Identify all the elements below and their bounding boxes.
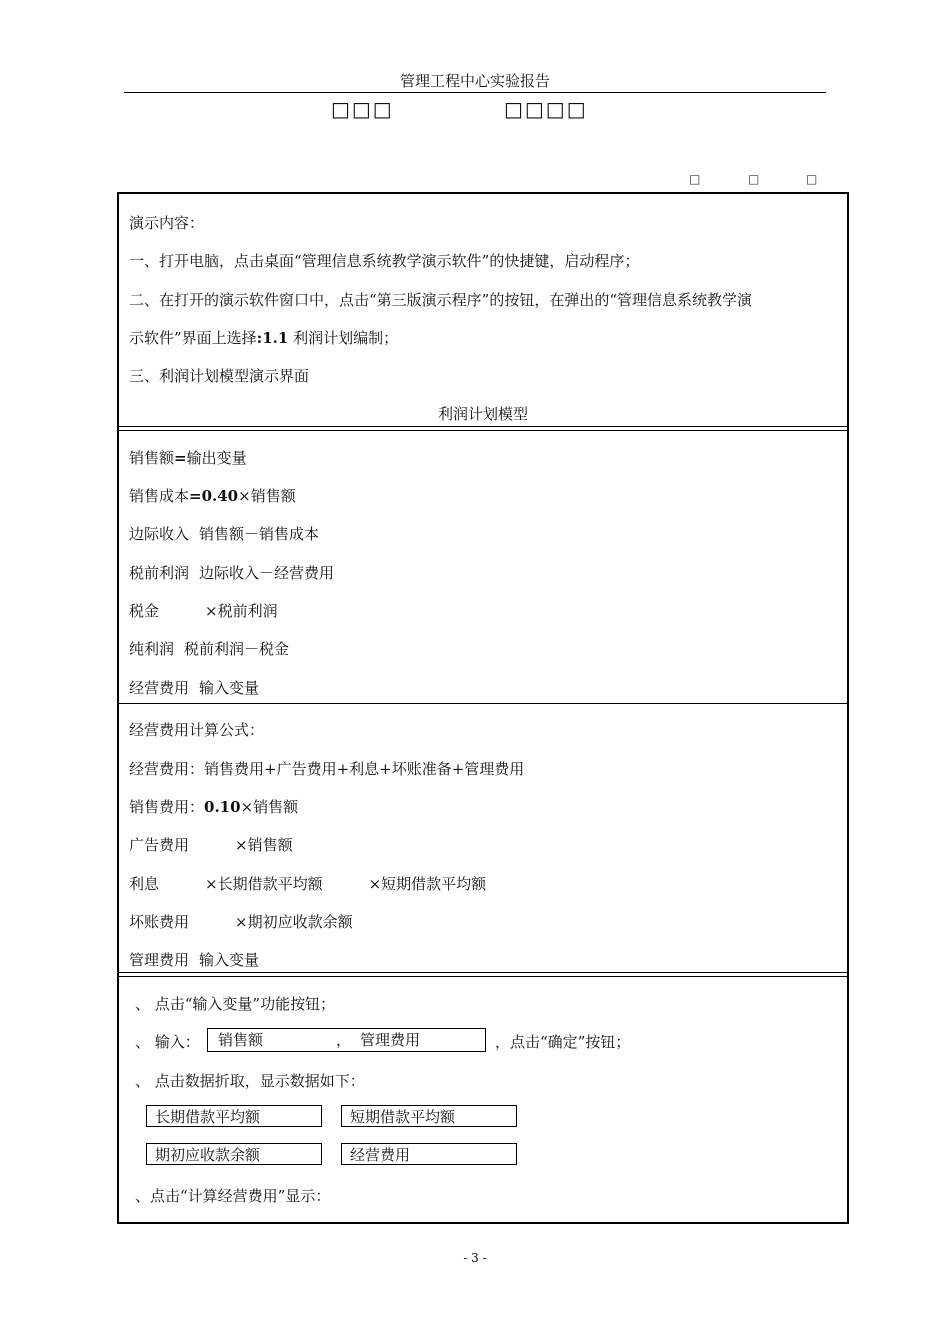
model-row-sales — [129, 447, 247, 468]
model-row-label: 销售成本 — [129, 487, 190, 505]
intro-label: 演示内容： — [129, 214, 205, 232]
intro-step-2-line-2 — [129, 327, 398, 348]
step-4: 、点击“计算经营费用”显示： — [135, 1187, 331, 1205]
formula-value: ×销售额 — [235, 836, 293, 854]
data-field-short-term-loan[interactable]: 短期借款平均额 — [341, 1105, 517, 1127]
model-row-net — [129, 638, 289, 659]
formula-line-1: 经营费用：销售费用+广告费用+利息+坏账准备+管理费用 — [129, 760, 525, 778]
step-2-prefix: 、 输入： — [135, 1033, 200, 1051]
data-field-receivables[interactable]: 期初应收款余额 — [146, 1143, 322, 1165]
meta-glyph-1: □ — [689, 172, 701, 186]
model-row-value: 边际收入－经营费用 — [199, 564, 335, 582]
model-row-label: 销售额 — [129, 449, 175, 467]
model-row-label: 经营费用 — [129, 679, 190, 697]
formula-value: ×销售额 — [240, 798, 299, 816]
page-number: - 3 - — [463, 1251, 487, 1265]
formula-title: 经营费用计算公式： — [129, 721, 265, 739]
formula-label: 坏账费用 — [129, 913, 190, 931]
data-field-long-term-loan[interactable]: 长期借款平均额 — [146, 1105, 322, 1127]
page-header-title: 管理工程中心实验报告 — [399, 72, 550, 90]
model-divider — [119, 426, 847, 431]
formula-line-2 — [129, 796, 298, 817]
intro-step-1: 一、打开电脑，点击桌面“管理信息系统教学演示软件”的快捷键，启动程序； — [129, 252, 640, 270]
formula-label: 管理费用 — [129, 951, 190, 969]
formula-line-4 — [129, 873, 486, 894]
model-row-label: 税前利润 — [129, 564, 190, 582]
meta-glyph-3: □ — [806, 172, 818, 186]
model-row-opex — [129, 677, 259, 698]
model-row-pretax — [129, 562, 334, 583]
steps-divider — [119, 972, 847, 977]
input-separator: ， — [336, 1031, 352, 1049]
model-row-label: 边际收入 — [129, 525, 190, 543]
meta-glyph-2: □ — [748, 172, 760, 186]
model-row-value: ×销售额 — [238, 487, 296, 505]
input-field-admin-expense: 管理费用 — [360, 1031, 421, 1049]
intro-step-3: 三、利润计划模型演示界面 — [129, 367, 310, 385]
model-row-value: 输出变量 — [186, 449, 247, 467]
formula-value: 输入变量 — [199, 951, 260, 969]
model-row-value: ×税前利润 — [205, 602, 278, 620]
model-row-operator: = — [174, 449, 187, 467]
intro-step-2-version: :1.1 — [256, 329, 289, 347]
input-field-sales: 销售额 — [218, 1031, 264, 1049]
formula-label: 广告费用 — [129, 836, 190, 854]
formula-coefficient: 0.10 — [204, 798, 241, 816]
intro-step-2-line-1: 二、在打开的演示软件窗口中，点击“第三版演示程序”的按钮，在弹出的“管理信息系统教学演 — [129, 291, 753, 309]
formula-line-3 — [129, 834, 293, 855]
formula-value: ×长期借款平均额 — [205, 875, 323, 893]
intro-step-2-text-c: 利润计划编制； — [288, 329, 399, 347]
model-row-tax — [129, 600, 278, 621]
step-3: 、 点击数据折取，显示数据如下： — [135, 1072, 365, 1090]
step-1: 、 点击“输入变量”功能按钮； — [135, 995, 336, 1013]
model-row-label: 纯利润 — [129, 640, 175, 658]
header-divider — [124, 92, 826, 93]
model-row-value: 输入变量 — [199, 679, 260, 697]
data-field-operating-expense[interactable]: 经营费用 — [341, 1143, 517, 1165]
model-row-cost — [129, 485, 296, 506]
model-row-label: 税金 — [129, 602, 160, 620]
formula-line-6 — [129, 949, 259, 970]
model-row-operator: =0.40 — [189, 487, 239, 505]
report-frame — [117, 192, 849, 1224]
formula-label: 销售费用： — [129, 798, 205, 816]
model-title: 利润计划模型 — [437, 405, 528, 423]
model-row-value: 销售额－销售成本 — [199, 525, 320, 543]
placeholder-glyphs-right: □□□□ — [504, 97, 588, 121]
formula-label: 利息 — [129, 875, 160, 893]
section-divider — [119, 703, 847, 704]
model-row-value: 税前利润－税金 — [184, 640, 290, 658]
step-2-suffix: ，点击“确定”按钮； — [495, 1033, 631, 1051]
model-row-margin — [129, 523, 319, 544]
placeholder-glyphs-left: □□□ — [331, 97, 394, 121]
formula-value: ×短期借款平均额 — [368, 875, 487, 893]
intro-step-2-text-a: 示软件”界面上选择 — [129, 329, 257, 347]
variable-input-field[interactable] — [207, 1028, 486, 1052]
formula-value: ×期初应收款余额 — [235, 913, 353, 931]
formula-line-5 — [129, 911, 353, 932]
